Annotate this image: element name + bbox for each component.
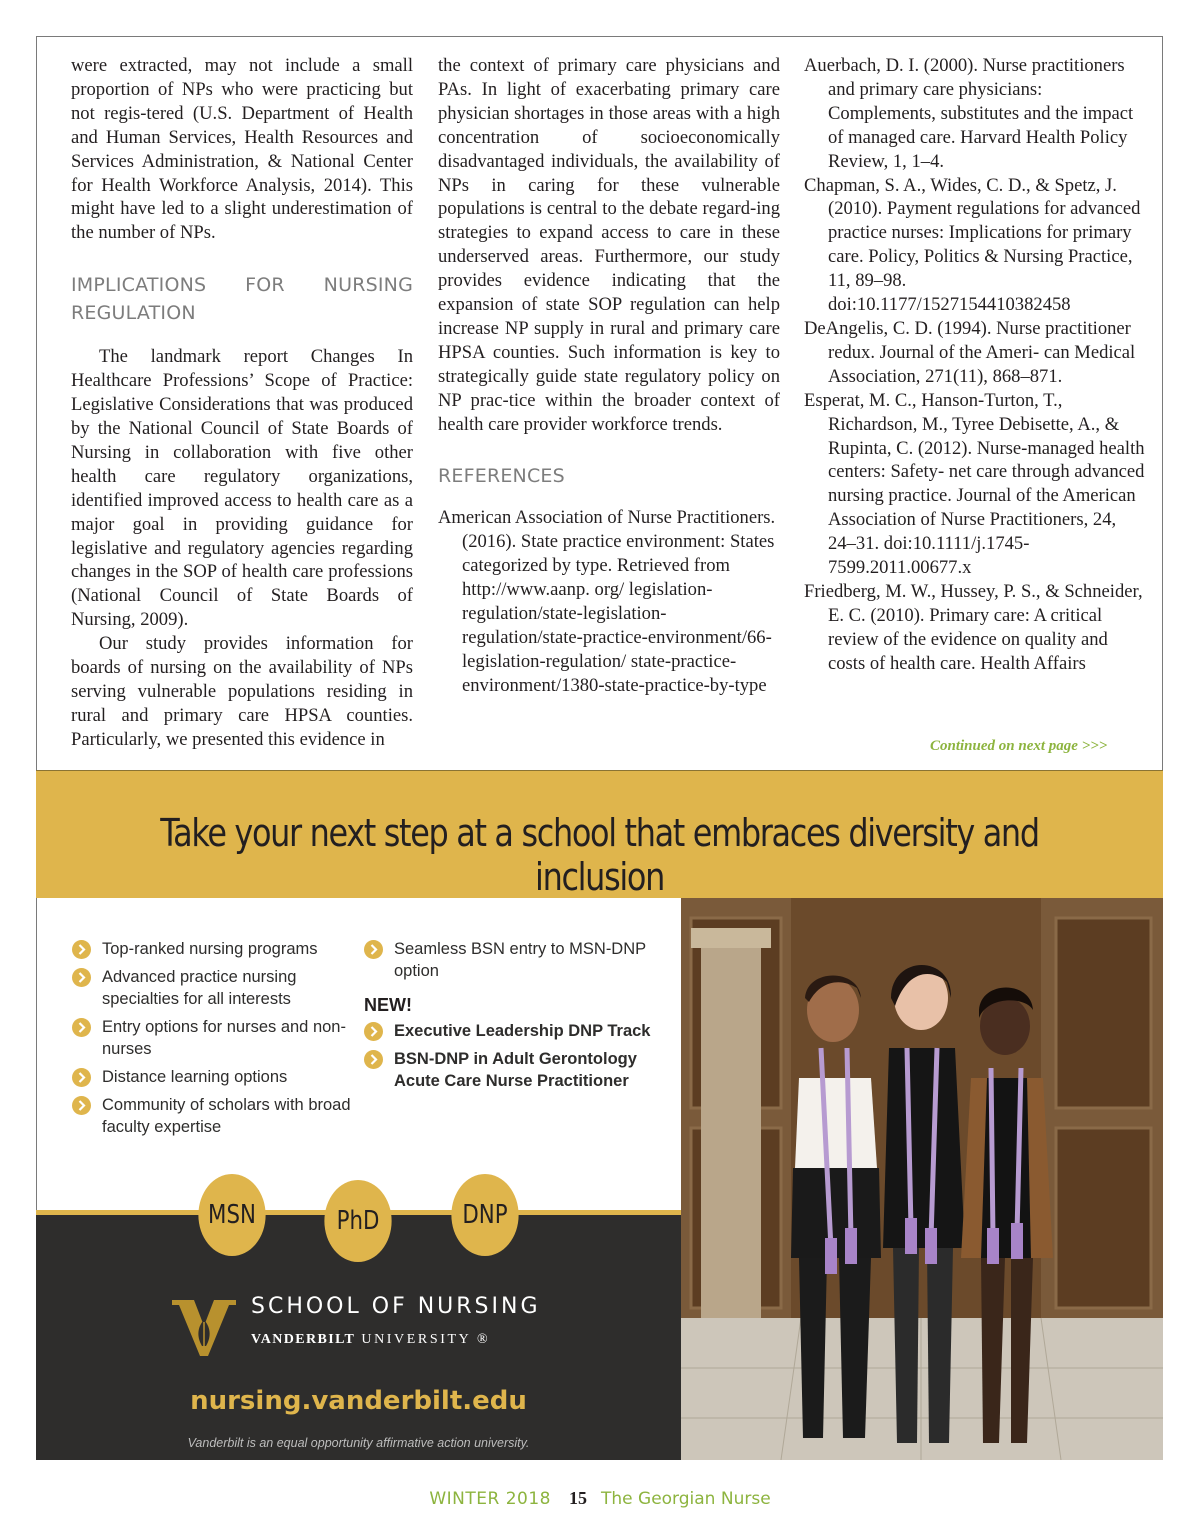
school-name: SCHOOL OF NURSING <box>251 1294 541 1319</box>
new-label: NEW! <box>364 995 412 1015</box>
chevron-right-circle-icon <box>72 968 91 987</box>
chevron-right-circle-icon <box>72 1018 91 1037</box>
article-paragraph: the context of primary care physicians and PAs. In light of exacerbating primary care physician shortages in those areas with a high concentration of socioeconomically disadvantaged individuals, the availability of NPs in caring for these vulnerable populations is central to the debate regard-ing strategies to expand access to care in these underserved areas. Furthermore, our study provides evidence indicating that the expansion of state SOP regulation can help increase NP supply in rural and primary care HPSA counties. Such information is key to strategically guide state regulatory policy on NP prac-tice within the broader context of health care provider workforce trends. <box>438 55 780 435</box>
ad-bullet-item: Entry options for nurses and non-nurses <box>72 1016 352 1060</box>
ad-new-item: BSN-DNP in Adult Gerontology Acute Care Nurse Practitioner <box>364 1048 664 1092</box>
degree-badge-phd: PhD <box>324 1180 391 1262</box>
ad-bullet-item: Seamless BSN entry to MSN-DNP option <box>364 938 664 982</box>
chevron-right-circle-icon <box>364 940 383 959</box>
article-column-1 <box>71 54 413 752</box>
ad-bullet-item: Distance learning options <box>72 1066 352 1088</box>
section-heading-implications: IMPLICATIONS FOR NURSING <box>71 274 413 297</box>
ad-bullet-list-left <box>72 938 352 1144</box>
ad-new-item: Executive Leadership DNP Track <box>364 1020 664 1042</box>
chevron-right-circle-icon <box>72 940 91 959</box>
chevron-right-circle-icon <box>364 1050 383 1069</box>
section-heading-references: REFERENCES <box>438 464 565 487</box>
graduates-photo <box>681 898 1163 1460</box>
reference-entry: American Association of Nurse Practitioners. (2016). State practice environment: States categorized by type. Retrieved from http://www.aanp. org/ legislation-regulation/state-legislation-regulation/state-practice-environment/66-legislation-regulation/ state-practice- environment/1380-state-practice-by-type <box>438 507 776 696</box>
reference-entry: Auerbach, D. I. (2000). Nurse practitioners and primary care physicians: Complements, substitutes and the impact of managed care. Harvard Health Policy Review, 1, 1–4. <box>804 55 1134 172</box>
eoe-disclaimer: Vanderbilt is an equal opportunity affirmative action university. <box>187 1436 530 1450</box>
article-paragraph: Our study provides information for boards of nursing on the availability of NPs serving vulnerable populations residing in rural and primary care HPSA counties. Particularly, we presented this evidence in <box>71 633 413 750</box>
degree-badge-msn: MSN <box>198 1174 265 1256</box>
chevron-right-circle-icon <box>72 1068 91 1087</box>
university-name: VANDERBILT UNIVERSITY ® <box>251 1332 491 1347</box>
continued-note: Continued on next page >>> <box>930 738 1108 754</box>
ad-headline: Take your next step at a school that embraces diversity and inclusion <box>160 811 1039 899</box>
vanderbilt-oak-leaf-v-logo <box>172 1296 236 1363</box>
article-paragraph: The landmark report Changes In Healthcare Professions’ Scope of Practice: Legislative Considerations that was produced by the National Council of State Boards of Nursing in collaboration with five other health care regulatory organizations, identified improved access to health care as a major goal in providing guidance for legislative and regulatory agencies regarding changes in the SOP of health care professions (National Council of State Boards of Nursing, 2009). <box>71 346 413 631</box>
page-footer <box>0 1488 1200 1509</box>
article-column-3 <box>804 54 1146 676</box>
article-paragraph: were extracted, may not include a small proportion of NPs who were practicing but not regis-tered (U.S. Department of Health and Human Services, Health Resources and Services Administration, & National Center for Health Workforce Analysis, 2014). This might have led to a slight underestimation of the number of NPs. <box>71 55 413 244</box>
vanderbilt-advertisement <box>36 770 1163 1460</box>
ad-bullet-list-right <box>364 938 664 1098</box>
section-heading-implications-line2: REGULATION <box>71 302 196 325</box>
ad-headline-banner <box>36 770 1163 898</box>
reference-entry: Friedberg, M. W., Hussey, P. S., & Schneider, E. C. (2010). Primary care: A critical review of the evidence on quality and costs of health care. Health Affairs <box>804 580 1143 674</box>
ad-bullet-item: Community of scholars with broad faculty expertise <box>72 1094 352 1138</box>
school-url-link[interactable]: nursing.vanderbilt.edu <box>190 1386 527 1416</box>
page-number: 15 <box>569 1488 587 1508</box>
chevron-right-circle-icon <box>364 1022 383 1041</box>
ad-bullet-item: Advanced practice nursing specialties for all interests <box>72 966 352 1010</box>
magazine-title: The Georgian Nurse <box>601 1489 771 1509</box>
ad-bullet-item: Top-ranked nursing programs <box>72 938 352 960</box>
reference-entry: DeAngelis, C. D. (1994). Nurse practitioner redux. Journal of the Ameri- can Medical Association, 271(11), 868–871. <box>804 317 1136 387</box>
degree-badge-dnp: DNP <box>451 1174 518 1256</box>
reference-entry: Chapman, S. A., Wides, C. D., & Spetz, J. (2010). Payment regulations for advanced practice nurses: Implications for primary care. Policy, Politics & Nursing Practice, 11, 89–98. doi:10.1177/1527154410382458 <box>804 174 1141 316</box>
issue-season: WINTER 2018 <box>429 1489 551 1509</box>
article-column-2 <box>438 54 780 698</box>
reference-entry: Esperat, M. C., Hanson-Turton, T., Richardson, M., Tyree Debisette, A., & Rupinta, C. (2012). Nurse-managed health centers: Safety- net care through advanced nursing practice. Journal of the American Association of Nurse Practitioners, 24, 24–31. doi:10.1111/j.1745-7599.2011.00677.x <box>804 389 1145 579</box>
chevron-right-circle-icon <box>72 1096 91 1115</box>
